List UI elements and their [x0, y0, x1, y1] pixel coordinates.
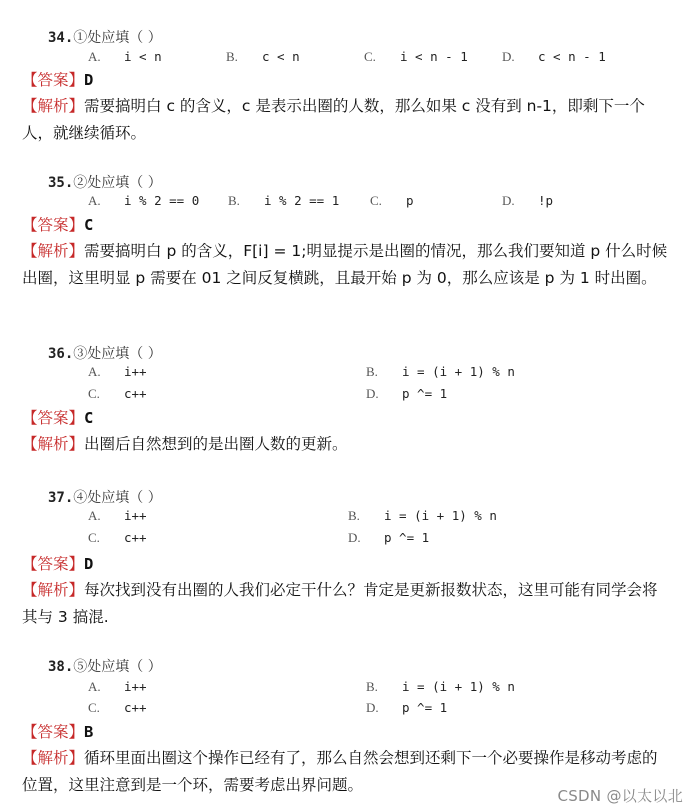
answer-tag: 【答案】 — [22, 555, 85, 573]
option-d — [348, 530, 429, 546]
explanation-text: 需要搞明白 p 的含义，F[i] = 1;明显提示是出圈的情况，那么我们要知道 p 什么时候出圈，这里明显 p 需要在 01 之间反复横跳，且最开始 p 为 0，那么应该是 p 为 1 时出圈。 — [22, 242, 668, 287]
option-label: A. — [88, 193, 101, 208]
option-code: i = (i + 1) % n — [384, 508, 497, 523]
option-label: A. — [88, 49, 101, 64]
option-label: B. — [348, 508, 360, 523]
explanation — [22, 238, 672, 292]
option-label: B. — [226, 49, 238, 64]
option-a — [88, 508, 147, 524]
option-code: c < n - 1 — [538, 49, 606, 64]
explanation-tag: 【解析】 — [22, 97, 85, 115]
option-code: p ^= 1 — [402, 386, 448, 401]
option-label: C. — [88, 700, 100, 715]
option-b — [366, 679, 515, 695]
option-code: !p — [538, 193, 554, 208]
answer-tag: 【答案】 — [22, 723, 85, 741]
explanation-tag: 【解析】 — [22, 435, 85, 453]
explanation-text: 每次找到没有出圈的人我们必定干什么？肯定是更新报数状态，这里可能有同学会将其与 3 搞混. — [22, 581, 658, 626]
answer-tag: 【答案】 — [22, 71, 85, 89]
question-title — [48, 27, 162, 47]
option-a — [88, 49, 162, 65]
option-a — [88, 679, 147, 695]
explanation-text: 循环里面出圈这个操作已经有了，那么自然会想到还剩下一个必要操作是移动考虑的位置，这里注意到是一个环，需要考虑出界问题。 — [22, 749, 658, 794]
option-label: A. — [88, 364, 101, 379]
answer-value: D — [84, 71, 94, 89]
option-c — [370, 193, 414, 209]
question-prompt: ②处应填（ ） — [73, 175, 162, 191]
option-label: D. — [348, 530, 361, 545]
explanation-tag: 【解析】 — [22, 242, 85, 260]
question-prompt: ⑤处应填（ ） — [73, 659, 162, 675]
option-label: D. — [502, 49, 515, 64]
question-number: 38. — [48, 659, 74, 675]
option-code: i = (i + 1) % n — [402, 679, 515, 694]
option-d — [366, 386, 447, 402]
option-label: B. — [228, 193, 240, 208]
answer-value: C — [84, 409, 94, 427]
option-code: i++ — [124, 679, 147, 694]
option-code: p ^= 1 — [402, 700, 448, 715]
option-c — [88, 386, 147, 402]
answer-line — [22, 67, 672, 94]
explanation-tag: 【解析】 — [22, 581, 85, 599]
answer-tag: 【答案】 — [22, 216, 85, 234]
option-code: c++ — [124, 700, 147, 715]
option-a — [88, 364, 147, 380]
answer-line — [22, 719, 672, 746]
question-prompt: ③处应填（ ） — [73, 346, 162, 362]
explanation-text: 需要搞明白 c 的含义，c 是表示出圈的人数，那么如果 c 没有到 n-1，即剩下一个人，就继续循环。 — [22, 97, 645, 142]
answer-value: B — [84, 723, 94, 741]
option-b — [226, 49, 300, 65]
option-d — [502, 193, 553, 209]
option-label: B. — [366, 364, 378, 379]
option-d — [502, 49, 606, 65]
option-label: A. — [88, 508, 101, 523]
option-label: C. — [88, 530, 100, 545]
question-prompt: ①处应填（ ） — [73, 30, 162, 46]
answer-tag: 【答案】 — [22, 409, 85, 427]
csdn-watermark: CSDN @以太以北 — [557, 787, 683, 805]
option-label: D. — [502, 193, 515, 208]
explanation — [22, 93, 672, 147]
option-code: c++ — [124, 386, 147, 401]
explanation-tag: 【解析】 — [22, 749, 85, 767]
question-number: 34. — [48, 30, 74, 46]
option-d — [366, 700, 447, 716]
question-number: 36. — [48, 346, 74, 362]
answer-line — [22, 212, 672, 239]
option-b — [348, 508, 497, 524]
question-prompt: ④处应填（ ） — [73, 490, 162, 506]
option-c — [364, 49, 468, 65]
option-c — [88, 530, 147, 546]
option-label: B. — [366, 679, 378, 694]
option-code: c < n — [262, 49, 300, 64]
option-label: A. — [88, 679, 101, 694]
option-code: i = (i + 1) % n — [402, 364, 515, 379]
answer-value: D — [84, 555, 94, 573]
question-title — [48, 343, 162, 363]
option-code: p — [406, 193, 414, 208]
question-title — [48, 487, 162, 507]
question-number: 35. — [48, 175, 74, 191]
explanation-text: 出圈后自然想到的是出圈人数的更新。 — [84, 435, 348, 453]
option-code: i++ — [124, 508, 147, 523]
option-label: D. — [366, 386, 379, 401]
option-code: i % 2 == 0 — [124, 193, 200, 208]
explanation — [22, 431, 672, 458]
option-label: C. — [370, 193, 382, 208]
option-c — [88, 700, 147, 716]
option-label: D. — [366, 700, 379, 715]
option-code: p ^= 1 — [384, 530, 430, 545]
option-label: C. — [364, 49, 376, 64]
answer-line — [22, 405, 672, 432]
option-b — [228, 193, 339, 209]
question-title — [48, 656, 162, 676]
question-number: 37. — [48, 490, 74, 506]
answer-value: C — [84, 216, 94, 234]
option-code: i % 2 == 1 — [264, 193, 340, 208]
option-code: i < n — [124, 49, 162, 64]
question-title — [48, 172, 162, 192]
option-label: C. — [88, 386, 100, 401]
answer-line — [22, 551, 672, 578]
option-b — [366, 364, 515, 380]
option-code: c++ — [124, 530, 147, 545]
option-code: i++ — [124, 364, 147, 379]
explanation — [22, 577, 672, 631]
option-a — [88, 193, 199, 209]
option-code: i < n - 1 — [400, 49, 468, 64]
